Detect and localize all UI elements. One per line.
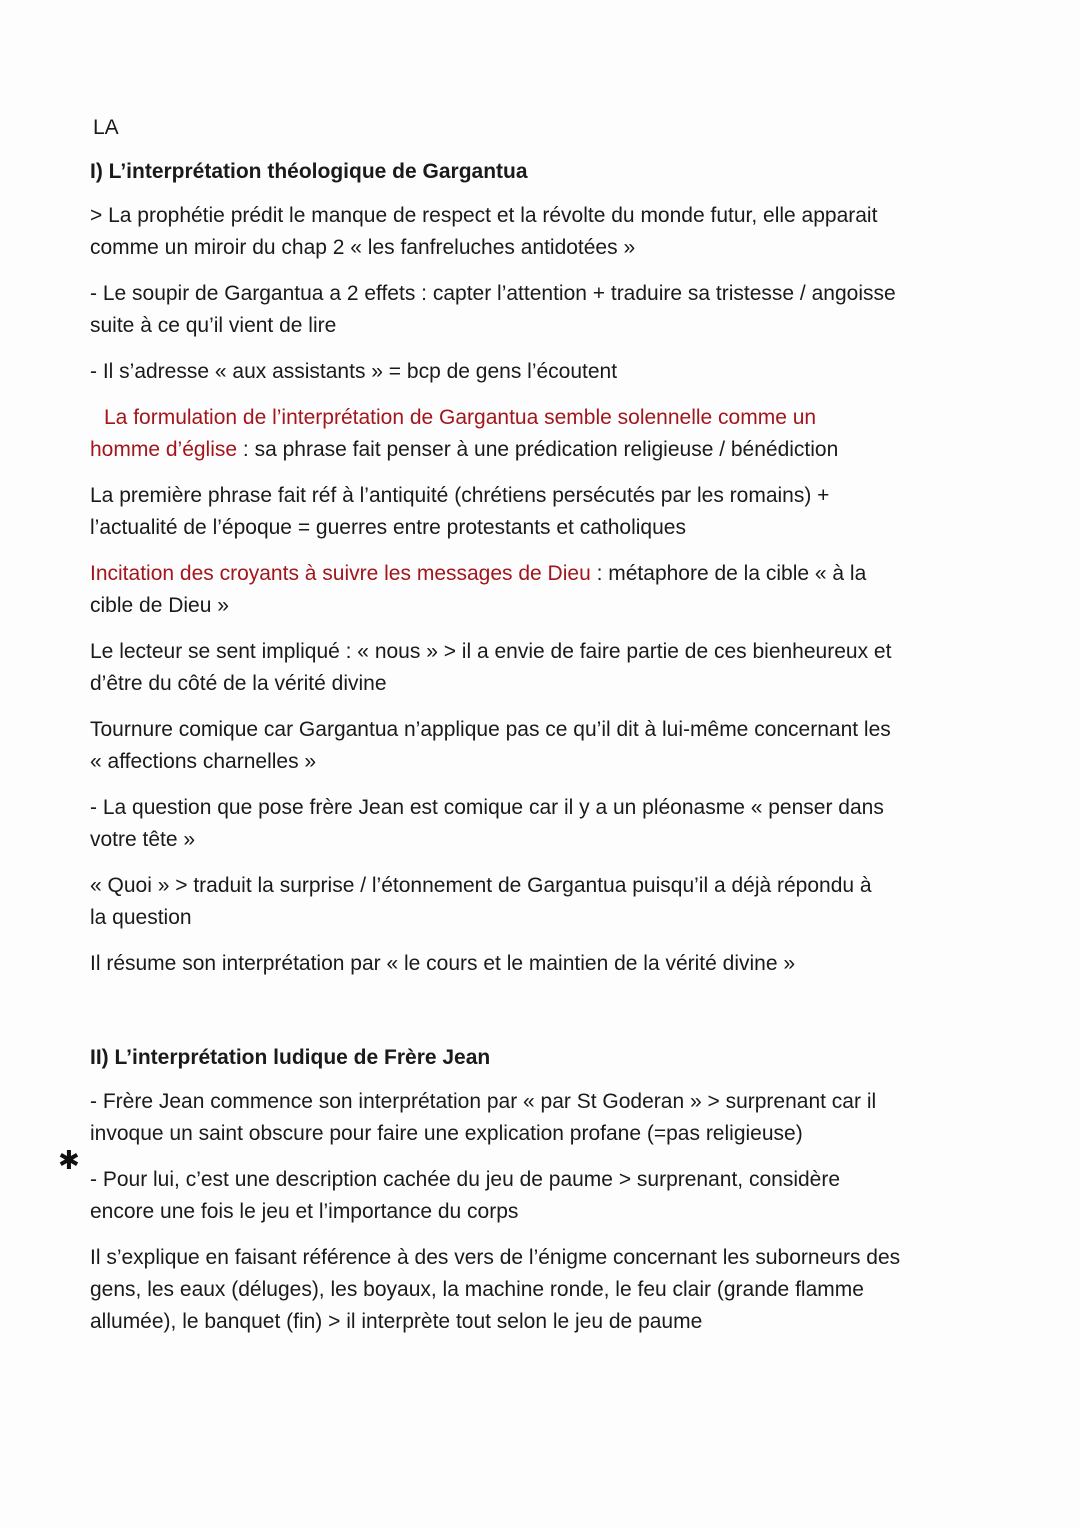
plain-text: : sa phrase fait penser à une prédication religieuse / bénédiction [237,438,839,461]
text-line: > La prophétie prédit le manque de respect et la révolte du monde futur, elle apparait [90,204,878,227]
text-line: - Pour lui, c’est une description cachée du jeu de paume > surprenant, considère [90,1168,841,1191]
text-line: - La question que pose frère Jean est comique car il y a un pléonasme « penser dans [90,796,884,819]
paragraph-resume [90,948,950,980]
paragraph-goderan [90,1086,950,1150]
document-content [90,112,950,1352]
text-line: - Il s’adresse « aux assistants » = bcp de gens l’écoutent [90,360,618,383]
text-line: Tournure comique car Gargantua n’applique pas ce qu’il dit à lui-même concernant les [90,718,891,741]
text-line: l’actualité de l’époque = guerres entre protestants et catholiques [90,516,686,539]
text-line: - Le soupir de Gargantua a 2 effets : capter l’attention + traduire sa tristesse / angoisse [90,282,896,305]
text-line: invoque un saint obscure pour faire une explication profane (=pas religieuse) [90,1122,803,1145]
paragraph-incitation [90,558,950,622]
paragraph-tournure [90,714,950,778]
paragraph-lecteur [90,636,950,700]
text-line: suite à ce qu’il vient de lire [90,314,337,337]
text-line: gens, les eaux (déluges), les boyaux, la machine ronde, le feu clair (grande flamme [90,1278,864,1301]
text-line: - Frère Jean commence son interprétation par « par St Goderan » > surprenant car il [90,1090,877,1113]
text-line [90,558,950,590]
paragraph-jeu-de-paume [90,1164,950,1228]
document-header: LA [93,116,119,139]
paragraph-assistants [90,356,950,388]
paragraph-formulation [90,402,950,466]
star-icon: ✱ [58,1146,80,1176]
paragraph-prophetie [90,200,950,264]
text-line: Il résume son interprétation par « le cours et le maintien de la vérité divine » [90,952,796,975]
text-line: Il s’explique en faisant référence à des vers de l’énigme concernant les suborneurs des [90,1246,901,1269]
paragraph-explication [90,1242,950,1338]
paragraph-question [90,792,950,856]
paragraph-quoi [90,870,950,934]
text-line: comme un miroir du chap 2 « les fanfreluches antidotées » [90,236,636,259]
text-line: allumée), le banquet (fin) > il interprète tout selon le jeu de paume [90,1310,703,1333]
text-line: « Quoi » > traduit la surprise / l’étonnement de Gargantua puisqu’il a déjà répondu à [90,874,872,897]
highlighted-text: homme d’église [90,438,238,461]
text-line: votre tête » [90,828,196,851]
text-line: la question [90,906,192,929]
section-title-1: I) L’interprétation théologique de Gargantua [90,160,528,183]
text-line: encore une fois le jeu et l’importance du corps [90,1200,519,1223]
text-line: Le lecteur se sent impliqué : « nous » > il a envie de faire partie de ces bienheureux et [90,640,892,663]
highlighted-text: La formulation de l’interprétation de Gargantua semble solennelle comme un [104,406,817,429]
text-line: La première phrase fait réf à l’antiquité (chrétiens persécutés par les romains) + [90,484,830,507]
paragraph-soupir [90,278,950,342]
section-title-2: II) L’interprétation ludique de Frère Jean [90,1046,491,1069]
plain-text: : métaphore de la cible « à la [590,562,867,585]
paragraph-premiere-phrase [90,480,950,544]
text-line [90,402,950,434]
text-line [90,434,950,466]
highlighted-text: Incitation des croyants à suivre les messages de Dieu [90,562,591,585]
text-line: « affections charnelles » [90,750,317,773]
text-line: d’être du côté de la vérité divine [90,672,387,695]
section-spacer [90,994,950,1042]
text-line: cible de Dieu » [90,594,229,617]
